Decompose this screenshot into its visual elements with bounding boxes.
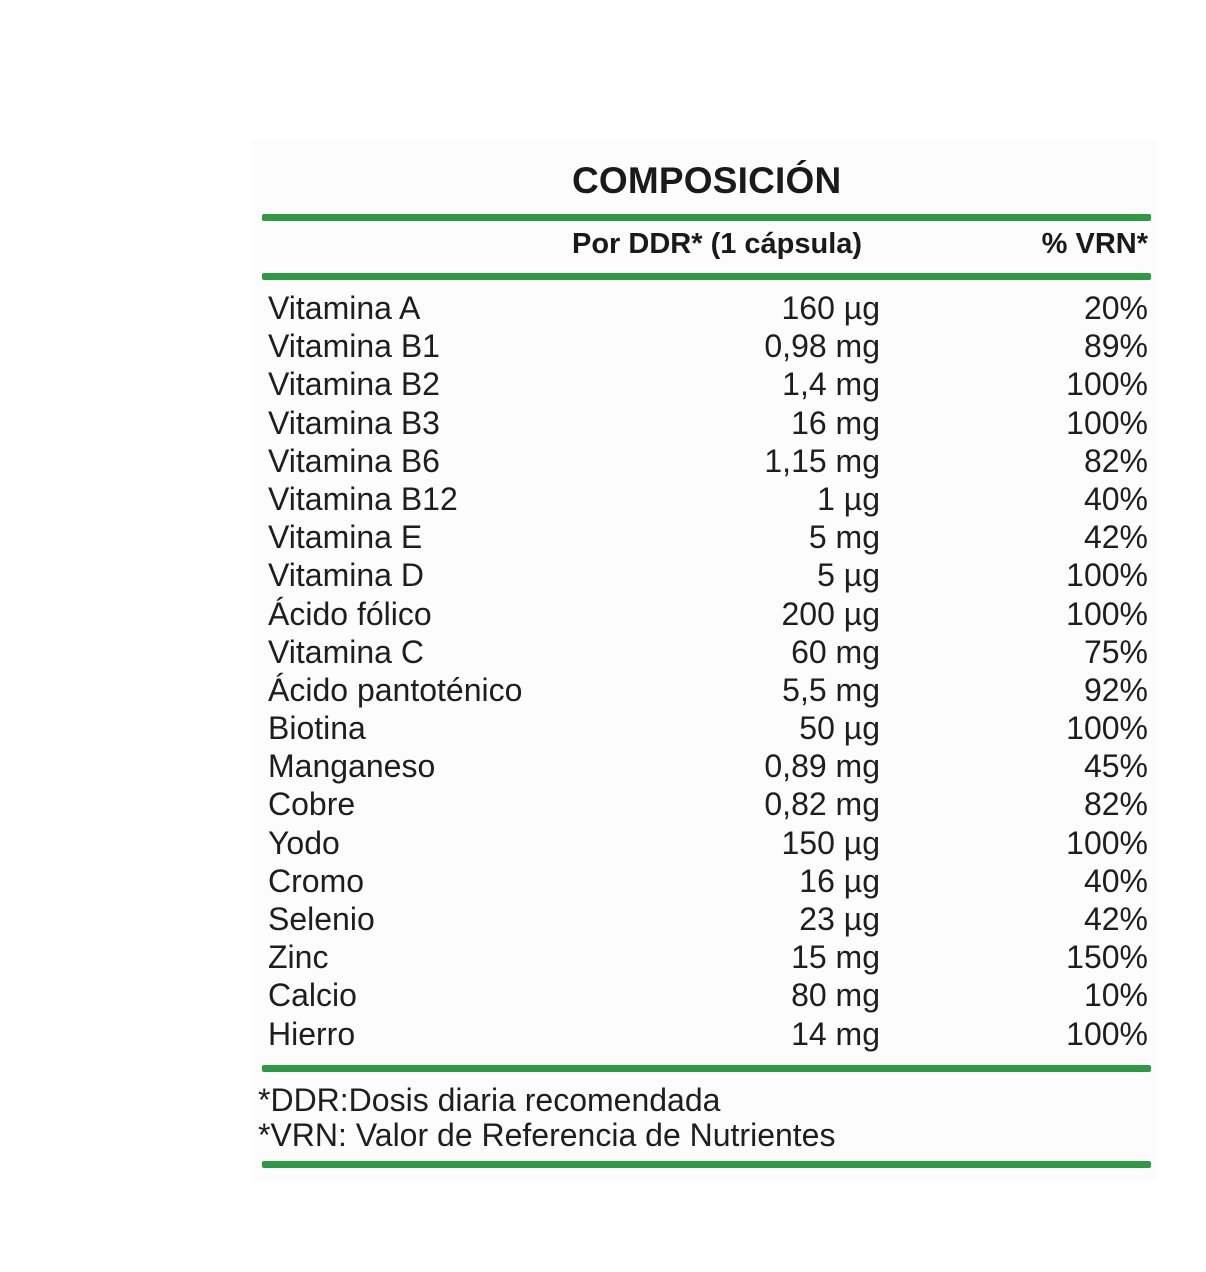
nutrient-vrn-percent: 100% <box>1066 824 1148 861</box>
nutrient-name: Biotina <box>268 710 366 747</box>
nutrient-amount: 60 mg <box>791 633 880 670</box>
nutrient-amount: 1 µg <box>817 480 880 517</box>
nutrient-name: Vitamina E <box>268 519 423 556</box>
table-row <box>268 442 1148 480</box>
table-row <box>268 480 1148 518</box>
nutrient-amount: 1,15 mg <box>764 442 880 479</box>
nutrient-vrn-percent: 89% <box>1083 328 1148 365</box>
nutrient-amount: 5 mg <box>808 519 880 556</box>
table-row <box>268 556 1148 594</box>
nutrient-amount: 5 µg <box>817 557 880 594</box>
nutrient-name: Cobre <box>268 786 356 823</box>
nutrient-name: Calcio <box>268 977 357 1014</box>
table-row <box>268 518 1148 556</box>
nutrient-vrn-percent: 40% <box>1083 480 1148 517</box>
nutrient-vrn-percent: 100% <box>1066 1015 1148 1052</box>
nutrient-amount: 200 µg <box>781 595 880 632</box>
nutrient-amount: 16 µg <box>799 862 880 899</box>
nutrient-name: Selenio <box>268 901 375 937</box>
nutrient-name: Vitamina B12 <box>268 480 458 517</box>
nutrient-name: Cromo <box>268 862 365 899</box>
nutrient-name: Vitamina B1 <box>268 328 440 365</box>
nutrient-vrn-percent: 100% <box>1066 595 1148 632</box>
table-row <box>268 289 1148 327</box>
header-divider <box>262 273 1151 280</box>
column-header-amount: Por DDR* (1 cápsula) <box>572 228 863 260</box>
nutrient-vrn-percent: 40% <box>1083 862 1148 899</box>
nutrient-amount: 0,82 mg <box>764 786 880 823</box>
table-row <box>268 747 1148 785</box>
nutrient-name: Vitamina A <box>268 290 421 326</box>
nutrient-name: Zinc <box>268 939 329 976</box>
table-row <box>268 633 1148 671</box>
nutrient-vrn-percent: 100% <box>1066 404 1148 441</box>
nutrient-vrn-percent: 92% <box>1083 671 1148 708</box>
nutrient-amount: 0,89 mg <box>764 748 880 785</box>
table-row <box>268 938 1148 976</box>
nutrient-amount: 0,98 mg <box>764 328 880 365</box>
nutrient-vrn-percent: 100% <box>1066 710 1148 747</box>
nutrient-amount: 14 mg <box>791 1015 880 1052</box>
nutrient-vrn-percent: 20% <box>1083 290 1148 326</box>
nutrient-name: Vitamina C <box>268 633 424 670</box>
nutrient-amount: 50 µg <box>799 710 880 747</box>
nutrient-name: Vitamina D <box>268 557 424 594</box>
nutrient-amount: 80 mg <box>791 977 880 1014</box>
nutrient-name: Manganeso <box>268 748 436 785</box>
table-row <box>268 595 1148 633</box>
table-row <box>268 671 1148 709</box>
nutrient-name: Vitamina B2 <box>268 366 440 403</box>
table-row <box>268 404 1148 442</box>
nutrient-name: Vitamina B3 <box>268 404 440 441</box>
footnote-vrn: *VRN: Valor de Referencia de Nutrientes <box>258 1117 836 1153</box>
nutrient-name: Ácido fólico <box>268 595 432 632</box>
nutrient-name: Ácido pantoténico <box>268 671 523 708</box>
bottom-divider <box>262 1065 1151 1072</box>
nutrient-name: Vitamina B6 <box>268 442 440 479</box>
nutrient-amount: 23 µg <box>799 901 880 937</box>
nutrient-vrn-percent: 42% <box>1083 519 1148 556</box>
nutrient-amount: 150 µg <box>781 824 880 861</box>
table-row <box>268 976 1148 1014</box>
nutrient-amount: 1,4 mg <box>782 366 880 403</box>
nutrient-vrn-percent: 100% <box>1066 557 1148 594</box>
nutrient-vrn-percent: 10% <box>1083 977 1148 1014</box>
top-divider <box>262 214 1151 221</box>
table-title: COMPOSICIÓN <box>572 160 842 201</box>
table-row <box>268 709 1148 747</box>
table-row <box>268 327 1148 365</box>
nutrient-name: Hierro <box>268 1015 356 1052</box>
nutrient-vrn-percent: 42% <box>1083 901 1148 937</box>
nutrient-amount: 5,5 mg <box>782 671 880 708</box>
nutrient-amount: 160 µg <box>781 290 880 326</box>
table-row <box>268 1015 1148 1053</box>
nutrient-vrn-percent: 45% <box>1083 748 1148 785</box>
nutrient-amount: 15 mg <box>791 939 880 976</box>
table-row <box>268 824 1148 862</box>
table-row <box>268 785 1148 823</box>
nutrient-vrn-percent: 75% <box>1083 633 1148 670</box>
table-row <box>268 365 1148 403</box>
table-row <box>268 900 1148 938</box>
footnote-ddr: *DDR:Dosis diaria recomendada <box>258 1082 721 1118</box>
nutrient-table-body <box>268 289 1148 1053</box>
nutrient-name: Yodo <box>268 824 340 861</box>
nutrient-vrn-percent: 150% <box>1066 939 1148 976</box>
nutrient-vrn-percent: 82% <box>1083 786 1148 823</box>
nutrient-amount: 16 mg <box>791 404 880 441</box>
table-row <box>268 862 1148 900</box>
footer-divider <box>262 1161 1151 1168</box>
nutrient-vrn-percent: 100% <box>1066 366 1148 403</box>
column-header-vrn: % VRN* <box>1041 228 1148 260</box>
nutrient-vrn-percent: 82% <box>1083 442 1148 479</box>
